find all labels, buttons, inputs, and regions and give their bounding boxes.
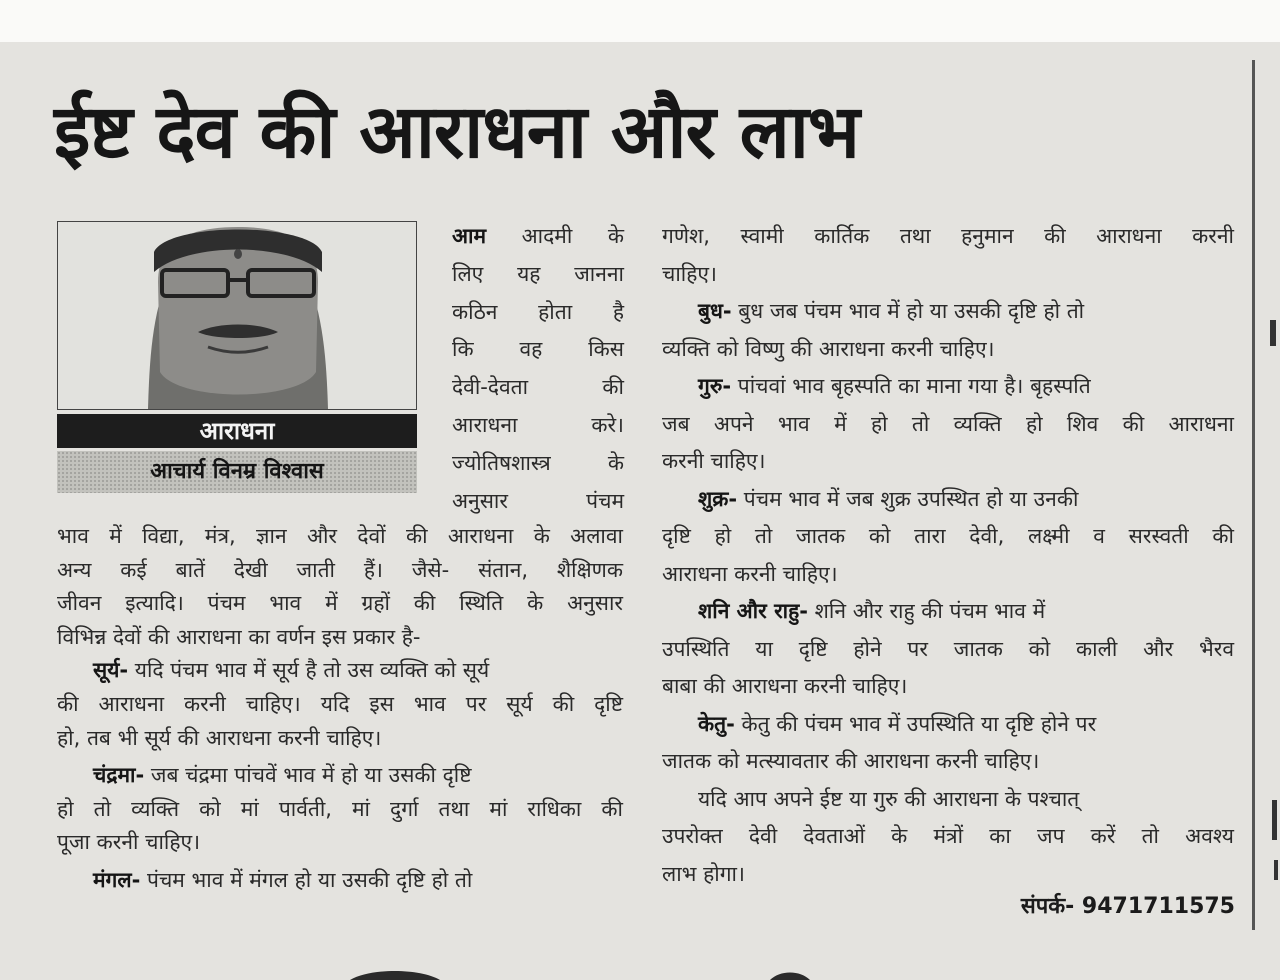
shukra-paragraph-line: शुक्र- पंचम भाव में जब शुक्र उपस्थित हो या उनकी — [698, 486, 1079, 511]
surya-paragraph-line: सूर्य- यदि पंचम भाव में सूर्य है तो उस व्यक्ति को सूर्य — [93, 658, 490, 683]
ketu-label: केतु- — [698, 711, 735, 736]
shukra-label: शुक्र- — [698, 486, 738, 511]
body-line: पूजा करनी चाहिए। — [57, 830, 201, 855]
surya-label: सूर्य- — [93, 658, 129, 683]
author-portrait-image — [58, 222, 416, 409]
adjacent-page-edge — [1260, 300, 1280, 980]
shani-rahu-label: शनि और राहु- — [698, 599, 808, 623]
closing-line: लाभ होगा। — [662, 861, 745, 886]
budh-label: बुध- — [698, 299, 732, 323]
mangal-label: मंगल- — [93, 867, 141, 892]
body-line: जीवन इत्यादि। पंचम भाव में ग्रहों की स्थिति के अनुसार — [57, 591, 623, 616]
guru-label: गुरु- — [698, 374, 732, 398]
next-article-fragment — [330, 968, 830, 980]
intro-line: लिए यह जानना — [452, 261, 624, 286]
body-line: अन्य कई बातें देखी जाती हैं। जैसे- संतान, शैक्षिणक — [57, 557, 623, 582]
body-line: हो तो व्यक्ति को मां पार्वती, मां दुर्गा तथा मां राधिका की — [57, 796, 623, 821]
ketu-paragraph-line: केतु- केतु की पंचम भाव में उपस्थिति या दृष्टि होने पर — [698, 711, 1097, 736]
body-line: उपस्थिति या दृष्टि होने पर जातक को काली और भैरव — [662, 636, 1234, 661]
intro-paragraph — [452, 218, 624, 520]
shani-rahu-paragraph-line: शनि और राहु- शनि और राहु की पंचम भाव में — [698, 599, 1046, 623]
body-line: करनी चाहिए। — [662, 449, 766, 473]
section-label: आराधना — [57, 414, 417, 448]
body-line: जातक को मत्स्यावतार की आराधना करनी चाहिए। — [662, 749, 1040, 773]
chandrama-paragraph-line: चंद्रमा- जब चंद्रमा पांचवें भाव में हो या उसकी दृष्टि — [93, 763, 472, 788]
body-line: दृष्टि हो तो जातक को तारा देवी, लक्ष्मी व सरस्वती की — [662, 524, 1234, 548]
page-top-margin — [0, 0, 1280, 42]
column-divider-rule — [1252, 60, 1255, 930]
contact-number: संपर्क- 9471711575 — [1020, 894, 1235, 919]
mangal-paragraph-line: मंगल- पंचम भाव में मंगल हो या उसकी दृष्टि हो तो — [93, 867, 473, 892]
body-line: बाबा की आराधना करनी चाहिए। — [662, 674, 908, 698]
body-line: की आराधना करनी चाहिए। यदि इस भाव पर सूर्य की दृष्टि — [57, 691, 623, 716]
intro-line: ज्योतिषशास्त्र के — [452, 450, 624, 475]
closing-line: उपरोक्त देवी देवताओं के मंत्रों का जप करें तो अवश्य — [662, 824, 1234, 848]
intro-line: कि वह किस — [452, 337, 624, 362]
intro-lead-word: आम — [452, 224, 487, 248]
body-line: व्यक्ति को विष्णु की आराधना करनी चाहिए। — [662, 336, 995, 361]
intro-line: कठिन होता है — [452, 299, 624, 324]
headline: ईष्ट देव की आराधना और लाभ — [54, 89, 859, 175]
body-line: चाहिए। — [662, 261, 717, 286]
budh-paragraph-line: बुध- बुध जब पंचम भाव में हो या उसकी दृष्टि हो तो — [698, 299, 1085, 323]
author-photo — [57, 221, 417, 410]
column-two — [662, 218, 1234, 893]
closing-line: यदि आप अपने ईष्ट या गुरु की आराधना के पश्चात् — [698, 786, 1080, 811]
guru-paragraph-line: गुरु- पांचवां भाव बृहस्पति का माना गया है। बृहस्पति — [698, 374, 1091, 398]
body-line: आराधना करनी चाहिए। — [662, 561, 838, 586]
column-one — [57, 520, 623, 898]
body-line: भाव में विद्या, मंत्र, ज्ञान और देवों की आराधना के अलावा — [57, 524, 623, 548]
intro-line: आराधना करे। — [452, 412, 624, 437]
intro-line: अनुसार पंचम — [452, 488, 624, 513]
body-line: विभिन्न देवों की आराधना का वर्णन इस प्रकार है- — [57, 624, 421, 649]
body-line: गणेश, स्वामी कार्तिक तथा हनुमान की आराधना करनी — [662, 224, 1234, 248]
body-line: जब अपने भाव में हो तो व्यक्ति हो शिव की आराधना — [662, 411, 1234, 436]
body-line: हो, तब भी सूर्य की आराधना करनी चाहिए। — [57, 725, 382, 750]
chandrama-label: चंद्रमा- — [93, 763, 145, 788]
intro-line: देवी-देवता की — [452, 375, 624, 400]
author-byline: आचार्य विनम्र विश्वास — [57, 451, 417, 493]
intro-line-1: आम आदमी के — [452, 224, 624, 248]
